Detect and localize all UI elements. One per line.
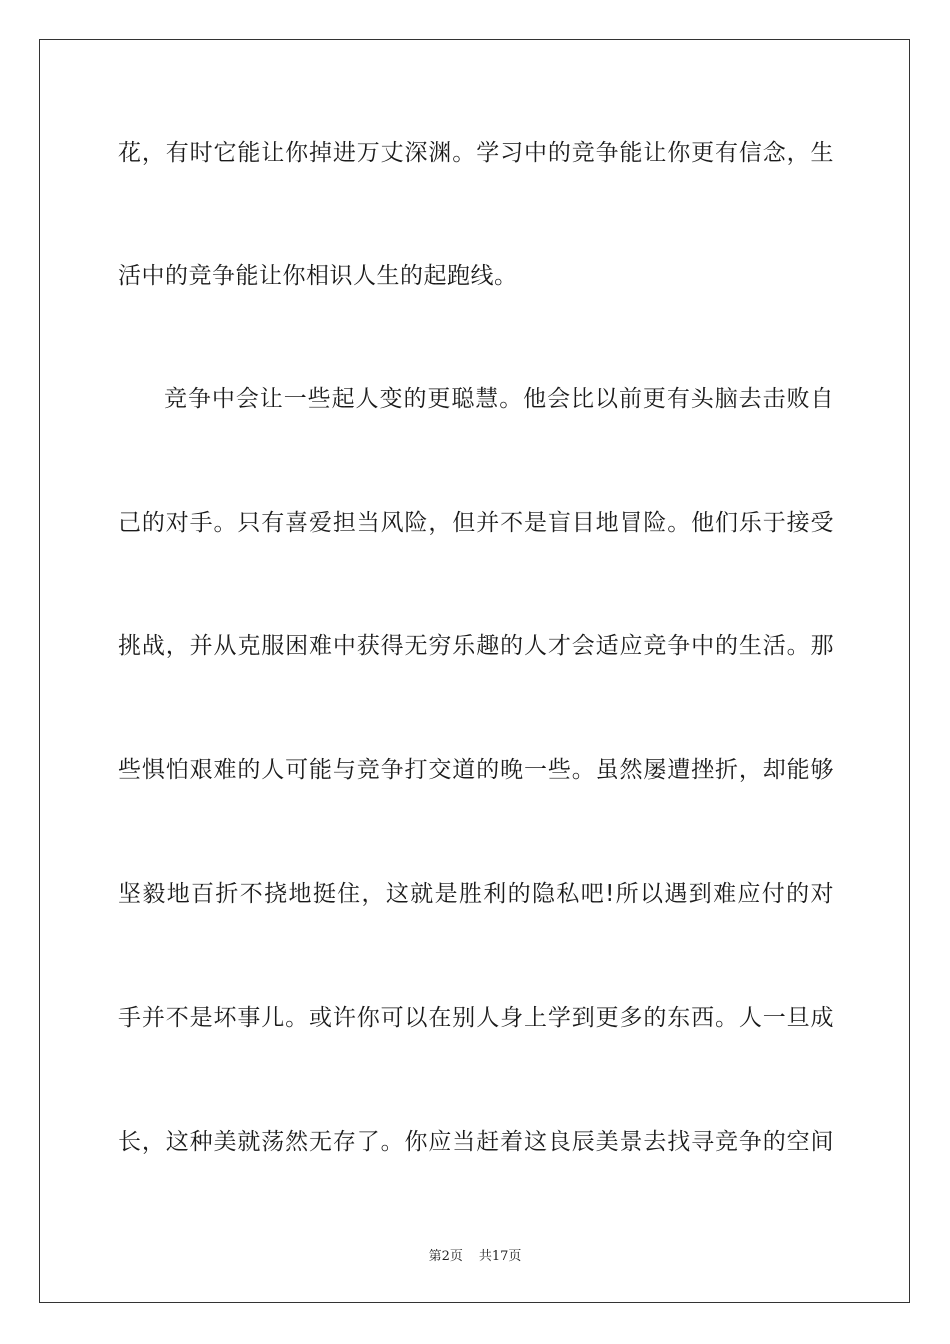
page-total: 共17页 xyxy=(478,1249,522,1264)
text-line-7: 坚毅地百折不挠地挺住，这就是胜利的隐私吧!所以遇到难应付的对 xyxy=(118,881,834,907)
text-line-2: 活中的竞争能让你相识人生的起跑线。 xyxy=(118,263,518,289)
page-border xyxy=(39,39,910,1303)
text-line-4: 己的对手。只有喜爱担当风险，但并不是盲目地冒险。他们乐于接受 xyxy=(118,510,834,536)
page-footer xyxy=(0,1248,950,1266)
text-line-5: 挑战，并从克服困难中获得无穷乐趣的人才会适应竞争中的生活。那 xyxy=(118,633,834,659)
text-line-3: 竞争中会让一些起人变的更聪慧。他会比以前更有头脑去击败自 xyxy=(164,386,834,412)
text-line-1: 花，有时它能让你掉进万丈深渊。学习中的竞争能让你更有信念，生 xyxy=(118,140,834,166)
text-line-9: 长，这种美就荡然无存了。你应当赶着这良辰美景去找寻竞争的空间 xyxy=(118,1129,834,1155)
text-line-8: 手并不是坏事儿。或许你可以在别人身上学到更多的东西。人一旦成 xyxy=(118,1005,834,1031)
page-number: 第2页 xyxy=(428,1249,463,1264)
text-line-6: 些惧怕艰难的人可能与竞争打交道的晚一些。虽然屡遭挫折，却能够 xyxy=(118,757,834,783)
